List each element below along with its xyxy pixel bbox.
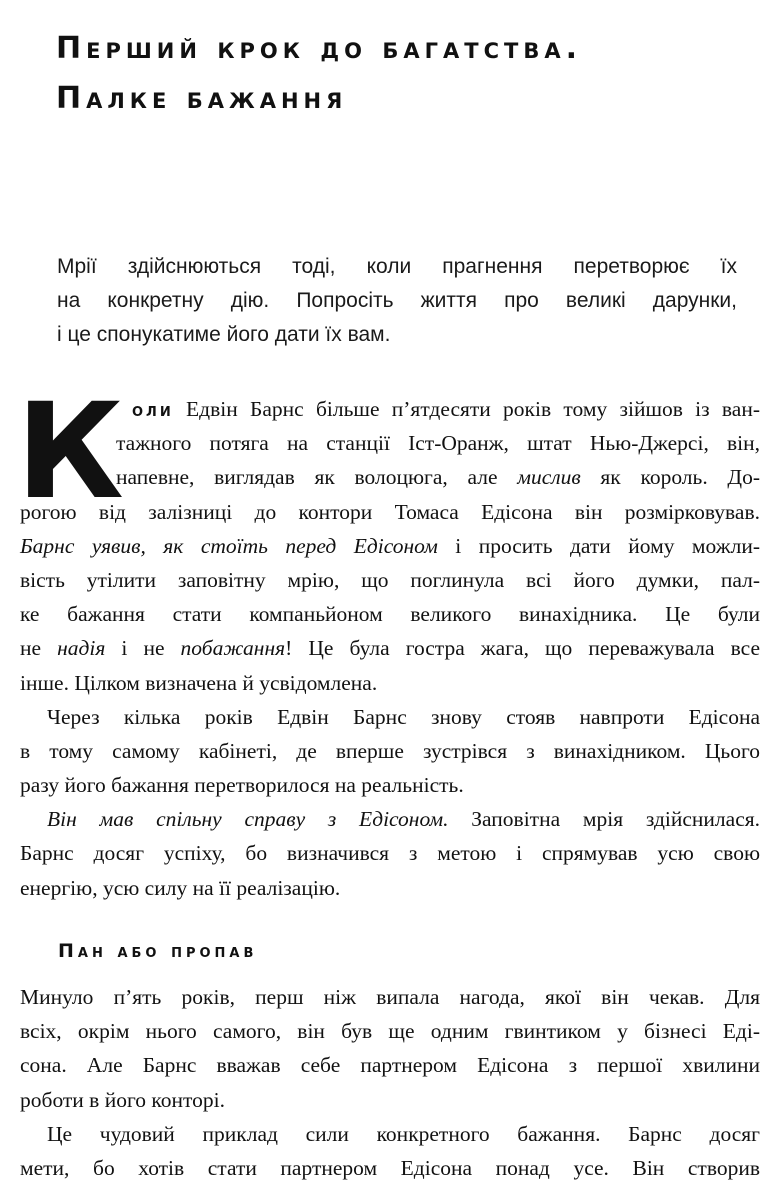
text-segment: вість утілити заповітну мрію, що поглинула всі його думки, пал- [20,567,760,592]
drop-cap: К [16,375,120,529]
section-subheading: Пан або пропав [58,940,258,962]
text-segment: тажного потяга на станції Іст-Оранж, штат Нью-Джерсі, він, [116,431,760,456]
text-line [20,529,760,563]
text-line [20,631,760,665]
chapter-title-line-1: Перший крок до багатства. [56,31,583,66]
text-segment: Барнс досяг успіху, бо визначився з метою і спрямував усю свою [20,841,760,866]
text-segment: Через кілька років Едвін Барнс знову стояв навпроти Едісона [47,704,760,729]
text-segment: не [20,636,58,661]
text-segment: рогою від залізниці до контори Томаса Едісона він розмірковував. [20,499,760,524]
text-segment: Заповітна мрія здійснилася. [448,807,761,832]
italic-text: Він мав спільну справу з Едісоном. [47,807,449,832]
epigraph [57,250,737,352]
text-line: роботи в його конторі. [20,1087,225,1112]
text-segment: енергію, усю силу на її реалізацію. [20,875,341,900]
text-line: мети, бо хотів стати партнером Едісона понад усе. Він створив [20,1155,760,1180]
italic-text: Барнс уявив, як стоїть перед Едісоном [20,533,438,558]
epigraph-line: і це спонукатиме його дати їх вам. [57,323,391,346]
text-line [20,597,760,631]
text-line [20,871,760,905]
text-line [20,495,760,529]
text-line [20,563,760,597]
epigraph-line: на конкретну дію. Попросіть життя про великі дарунки, [57,289,737,312]
lead-in-word: оли [132,399,174,421]
text-segment: в тому самому кабінеті, де вперше зустрівся з винахідником. Цього [20,738,760,763]
text-line [20,460,760,494]
section-2-text [20,980,760,1185]
text-line [20,768,760,802]
text-line: всіх, окрім нього самого, він був ще одним гвинтиком у бізнесі Еді- [20,1019,760,1044]
text-line [20,392,760,426]
italic-text: надія [57,636,106,661]
section-1-text [20,392,760,905]
chapter-title [56,24,736,124]
text-line: сона. Але Барнс вважав себе партнером Едісона з першої хвилини [20,1053,760,1078]
text-segment: ! Це була гостра жага, що переважувала все [285,636,760,661]
text-line [20,700,760,734]
text-segment: і не [105,636,181,661]
text-segment: інше. Цілком визначена й усвідомлена. [20,670,378,695]
italic-text: побажання [180,636,286,661]
epigraph-line: Мрії здійснюються тоді, коли прагнення перетворює їх [57,255,737,278]
text-line [20,666,760,700]
text-segment: як король. До- [580,465,760,490]
text-line: Це чудовий приклад сили конкретного бажання. Барнс досяг [47,1121,760,1146]
text-line [20,802,760,836]
text-segment: і просить дати йому можли- [437,533,760,558]
text-line [20,734,760,768]
text-line [20,836,760,870]
text-segment: разу його бажання перетворилося на реальність. [20,773,464,798]
chapter-title-line-2: Палке бажання [56,81,348,116]
text-line [20,426,760,460]
italic-text: мислив [517,465,581,490]
text-segment: ке бажання стати компаньйоном великого винахідника. Це були [20,602,760,627]
text-segment: напевне, виглядав як волоцюга, але [116,465,518,490]
text-line: Минуло п’ять років, перш ніж випала нагода, якої він чекав. Для [20,985,760,1009]
text-segment: Едвін Барнс більше п’ятдесяти років тому зійшов із ван- [173,397,760,421]
